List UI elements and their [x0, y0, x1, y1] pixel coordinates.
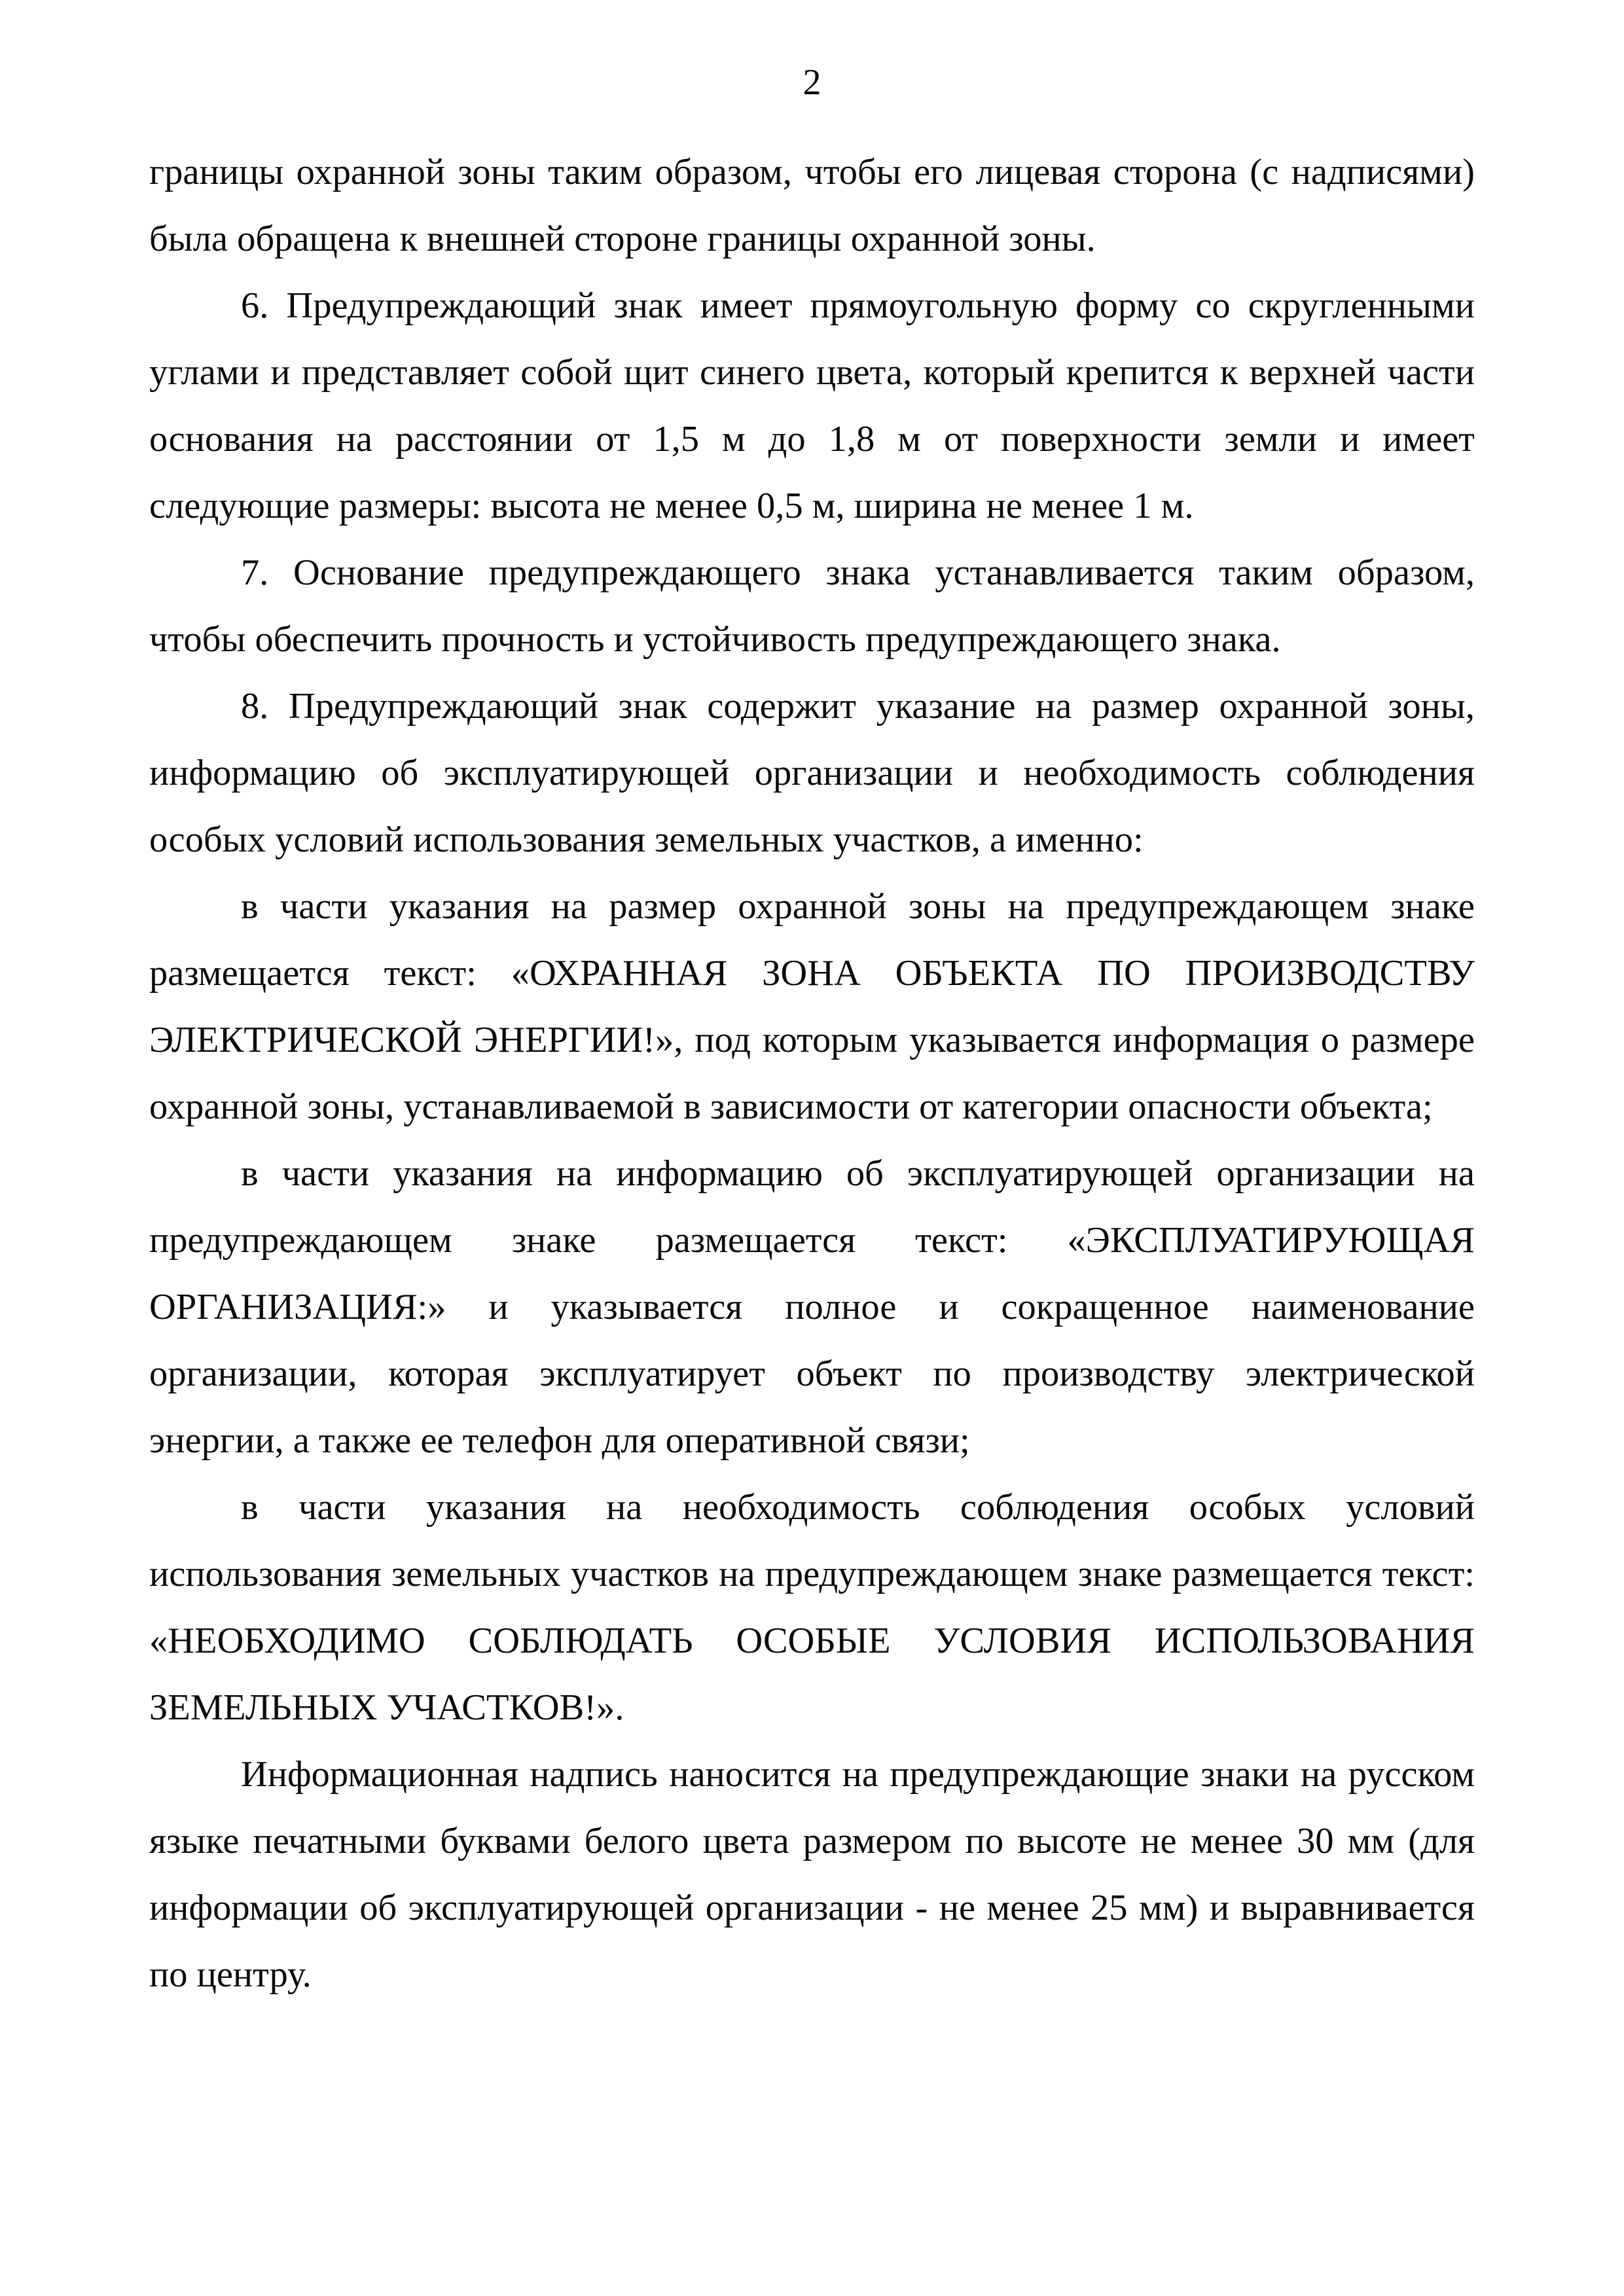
paragraph-item-6: 6. Предупреждающий знак имеет прямоугольную форму со скругленными углами и представляет собой щит синего цвета, который крепится к верхней части основания на расстоянии от 1,5 м до 1,8 м от поверхности земли и имеет следующие размеры: высота не менее 0,5 м, ширина не менее 1 м.: [149, 285, 1475, 526]
paragraph-item-8: 8. Предупреждающий знак содержит указание на размер охранной зоны, информацию об эксплуатирующей организации и необходимость соблюдения особых условий использования земельных участков, а именно:: [149, 686, 1475, 860]
document-body: [149, 139, 1475, 2008]
paragraph-conditions-text: в части указания на необходимость соблюдения особых условий использования земельных участков на предупреждающем знаке размещается текст: «НЕОБХОДИМО СОБЛЮДАТЬ ОСОБЫЕ УСЛОВИЯ ИСПОЛЬЗОВАНИЯ ЗЕМЕЛЬНЫХ УЧАСТКОВ!».: [149, 1487, 1475, 1728]
paragraph-item-7: 7. Основание предупреждающего знака устанавливается таким образом, чтобы обеспечить прочность и устойчивость предупреждающего знака.: [149, 552, 1475, 660]
paragraph-lettering: Информационная надпись наносится на предупреждающие знаки на русском языке печатными буквами белого цвета размером по высоте не менее 30 мм (для информации об эксплуатирующей организации - не менее 25 мм) и выравнивается по центру.: [149, 1754, 1475, 1995]
paragraph-operator-text: в части указания на информацию об эксплуатирующей организации на предупреждающем знаке размещается текст: «ЭКСПЛУАТИРУЮЩАЯ ОРГАНИЗАЦИЯ:» и указывается полное и сокращенное наименование организации, которая эксплуатирует объект по производству электрической энергии, а также ее телефон для оперативной связи;: [149, 1153, 1475, 1461]
paragraph-continuation: границы охранной зоны таким образом, чтобы его лицевая сторона (с надписями) была обращена к внешней стороне границы охранной зоны.: [149, 152, 1475, 259]
page-number: 2: [803, 62, 821, 103]
paragraph-zone-size-text: в части указания на размер охранной зоны на предупреждающем знаке размещается текст: «ОХРАННАЯ ЗОНА ОБЪЕКТА ПО ПРОИЗВОДСТВУ ЭЛЕКТРИЧЕСКОЙ ЭНЕРГИИ!», под которым указывается информация о размере охранной зоны, устанавливаемой в зависимости от категории опасности объекта;: [149, 886, 1475, 1127]
